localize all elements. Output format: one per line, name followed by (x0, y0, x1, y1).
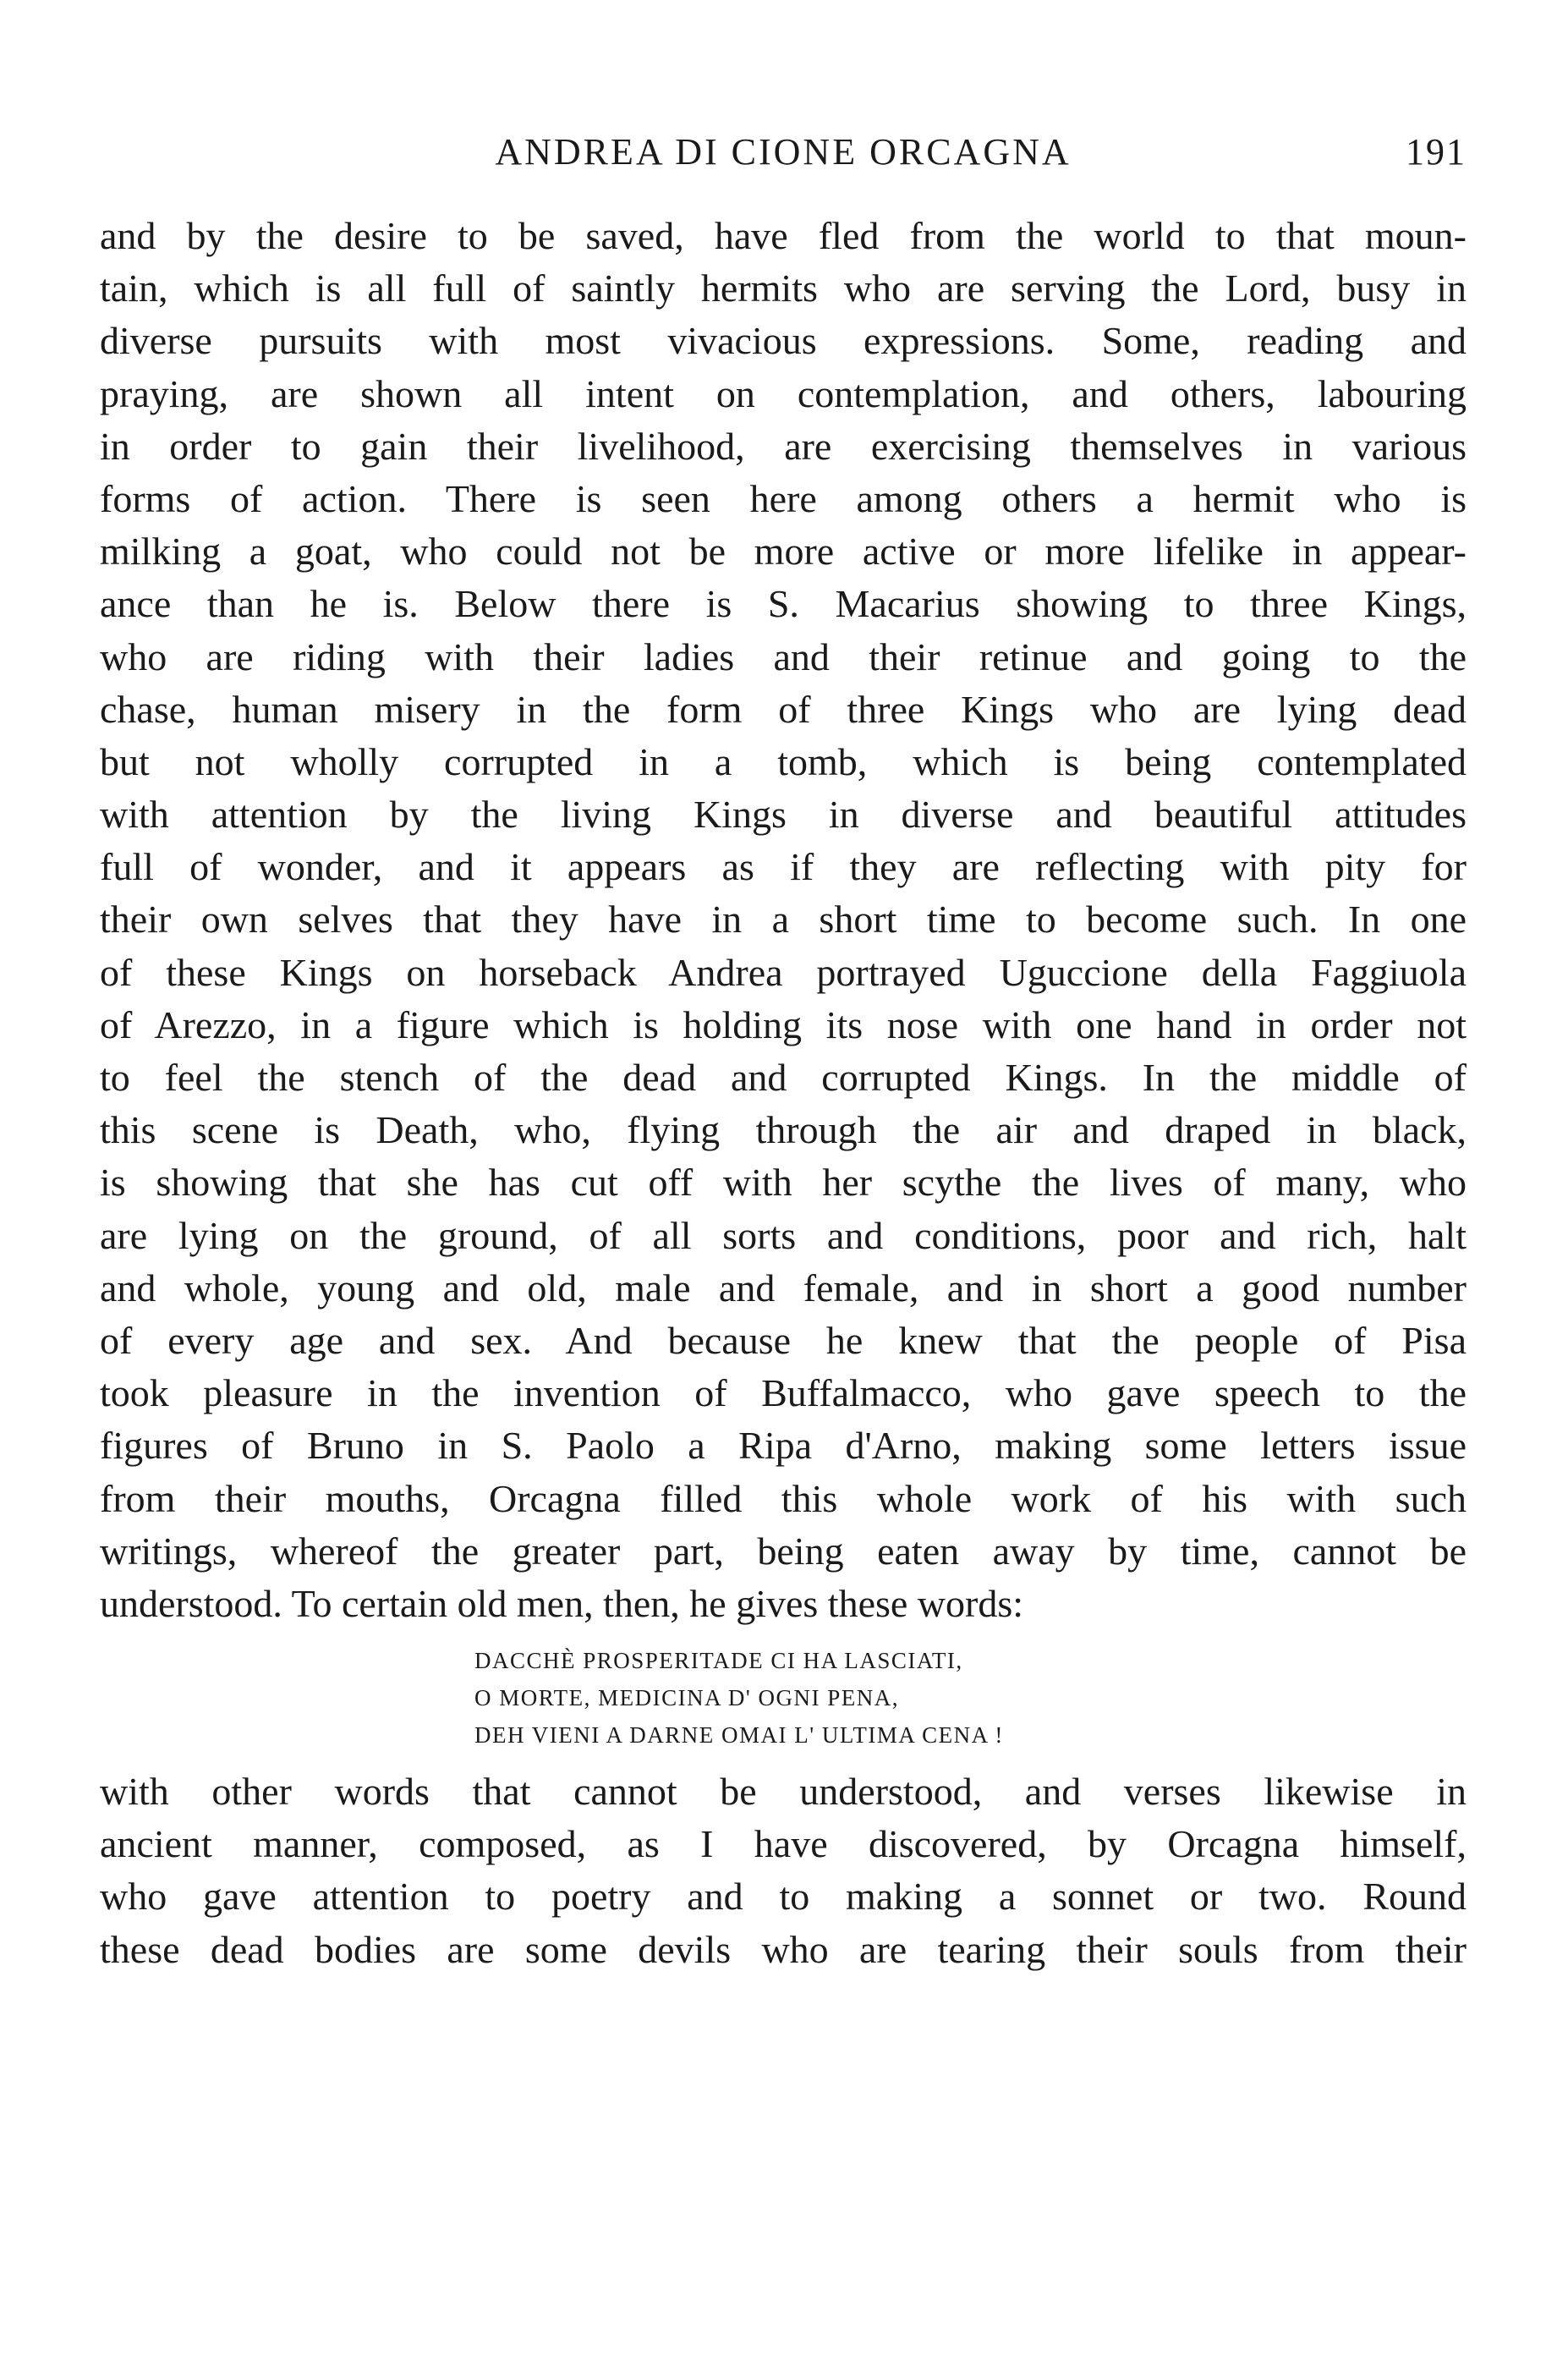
running-head (100, 127, 1467, 178)
page-number: 191 (1406, 131, 1467, 173)
text-line: took pleasure in the invention of Buffalmacco, who gave speech to the (100, 1371, 1467, 1415)
text-line: writings, whereof the greater part, being eaten away by time, cannot be (100, 1529, 1467, 1573)
text-line: from their mouths, Orcagna filled this whole work of his with such (100, 1476, 1467, 1520)
verse-line: O MORTE, MEDICINA D' OGNI PENA, (474, 1685, 899, 1711)
text-line: forms of action. There is seen here among others a hermit who is (100, 476, 1467, 520)
text-line: their own selves that they have in a short time to become such. In one (100, 898, 1467, 942)
text-line: and by the desire to be saved, have fled from the world to that moun- (100, 214, 1467, 257)
text-line: and whole, young and old, male and female, and in short a good number (100, 1266, 1467, 1310)
text-line: these dead bodies are some devils who are tearing their souls from their (100, 1927, 1467, 1971)
verse-quotation (100, 1642, 1467, 1754)
paragraph-2 (100, 1765, 1467, 1976)
text-line: of these Kings on horseback Andrea portrayed Uguccione della Faggiuola (100, 950, 1467, 994)
text-line: who are riding with their ladies and their retinue and going to the (100, 634, 1467, 678)
text-line: milking a goat, who could not be more active or more lifelike in appear- (100, 530, 1467, 574)
text-line: tain, which is all full of saintly hermits who are serving the Lord, busy in (100, 266, 1467, 310)
text-line: is showing that she has cut off with her scythe the lives of many, who (100, 1161, 1467, 1205)
text-line: in order to gain their livelihood, are exercising themselves in various (100, 424, 1467, 468)
text-line: are lying on the ground, of all sorts and conditions, poor and rich, halt (100, 1213, 1467, 1257)
text-line: of Arezzo, in a figure which is holding its nose with one hand in order not (100, 1002, 1467, 1046)
running-title: ANDREA DI CIONE ORCAGNA (495, 131, 1072, 173)
paragraph-1 (100, 210, 1467, 1630)
text-line: to feel the stench of the dead and corrupted Kings. In the middle of (100, 1056, 1467, 1099)
text-line: diverse pursuits with most vivacious expressions. Some, reading and (100, 319, 1467, 363)
text-line: figures of Bruno in S. Paolo a Ripa d'Arno, making some letters issue (100, 1424, 1467, 1468)
text-line: chase, human misery in the form of three Kings who are lying dead (100, 687, 1467, 731)
text-line: full of wonder, and it appears as if they are reflecting with pity for (100, 845, 1467, 889)
text-line: understood. To certain old men, then, he gives these words: (100, 1581, 1024, 1625)
text-line: ancient manner, composed, as I have discovered, by Orcagna himself, (100, 1822, 1467, 1866)
text-line: ance than he is. Below there is S. Macarius showing to three Kings, (100, 582, 1467, 626)
text-line: who gave attention to poetry and to making a sonnet or two. Round (100, 1875, 1467, 1919)
body-text (100, 210, 1467, 1976)
text-line: of every age and sex. And because he knew that the people of Pisa (100, 1318, 1467, 1362)
verse-line: DEH VIENI A DARNE OMAI L' ULTIMA CENA ! (474, 1722, 1004, 1749)
text-line: this scene is Death, who, flying through the air and draped in black, (100, 1108, 1467, 1152)
text-line: with attention by the living Kings in diverse and beautiful attitudes (100, 793, 1467, 837)
text-line: with other words that cannot be understood, and verses likewise in (100, 1770, 1467, 1814)
text-line: praying, are shown all intent on contemplation, and others, labouring (100, 371, 1467, 415)
text-line: but not wholly corrupted in a tomb, which is being contemplated (100, 739, 1467, 783)
verse-line: DACCHÈ PROSPERITADE CI HA LASCIATI, (474, 1648, 963, 1674)
